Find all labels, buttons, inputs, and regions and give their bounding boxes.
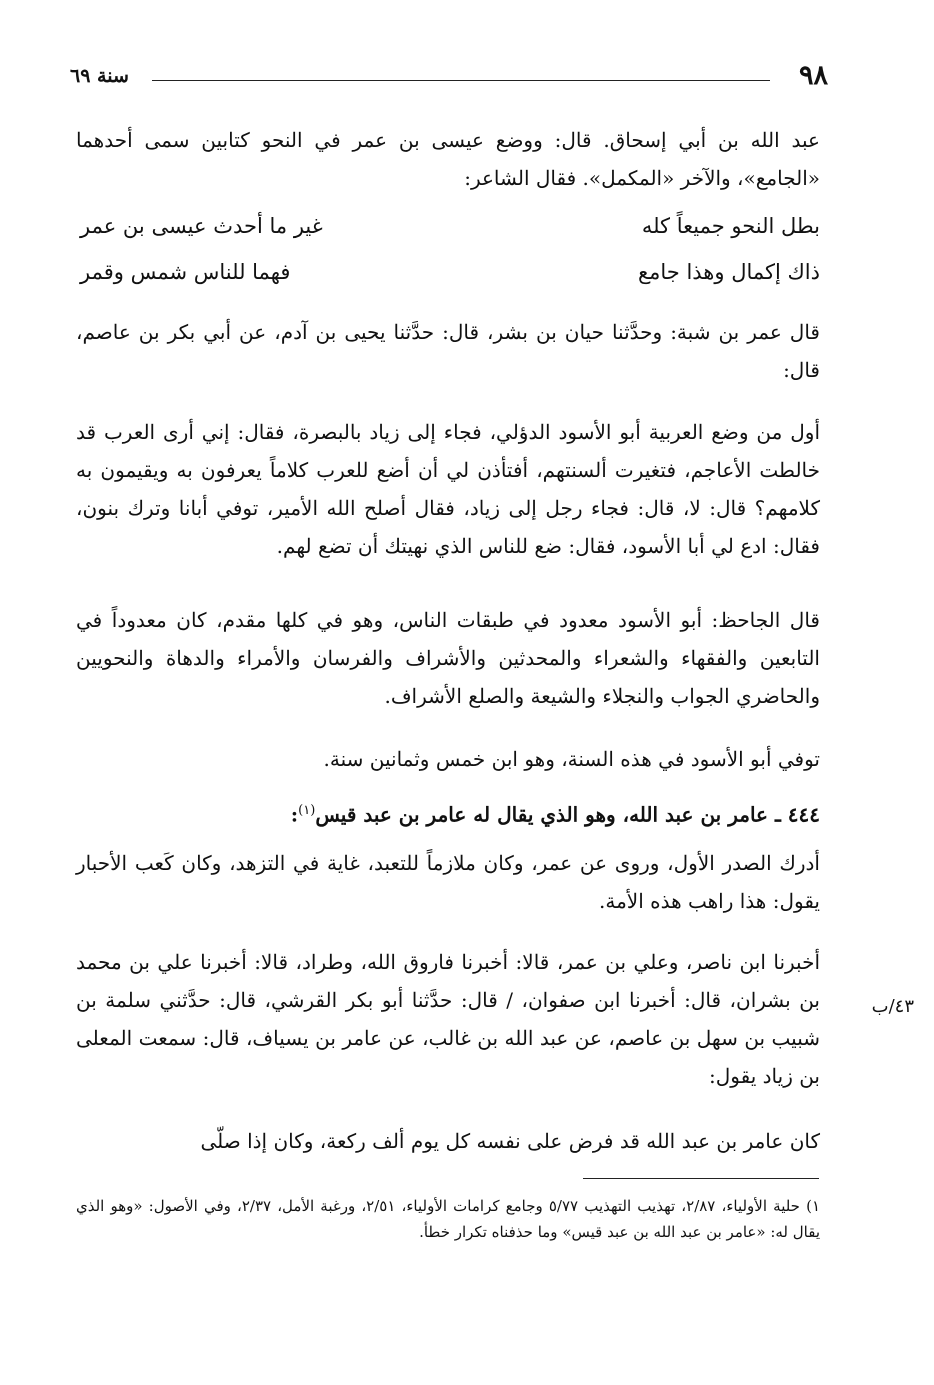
verse-2-first-hemistich: ذاك إكمال وهذا جامع — [637, 260, 820, 284]
paragraph-4 — [76, 601, 820, 715]
paragraph-2 — [76, 313, 820, 389]
paragraph-3 — [76, 413, 820, 565]
page-number: ٩٨ — [798, 60, 828, 91]
footnotes — [76, 1193, 820, 1245]
paragraph-5 — [76, 740, 820, 778]
paragraph-8 — [76, 1122, 820, 1160]
paragraph-text: توفي أبو الأسود في هذه السنة، وهو ابن خمس وثمانين سنة. — [323, 747, 820, 771]
paragraph-text: قال الجاحظ: أبو الأسود معدود في طبقات الناس، وهو في كلها مقدم، كان معدوداً في التابعين والفقهاء والشعراء والمحدثين والأشراف والفرسان والأمراء والدهاة والنحويين والحاضري الجواب والنجلاء والشيعة والصلع الأشراف. — [76, 608, 820, 708]
verse-line-1 — [80, 214, 820, 254]
verse-1-second-hemistich: غير ما أحدث عيسى بن عمر — [80, 214, 323, 238]
verse-line-2 — [80, 260, 820, 300]
paragraph-text: قال عمر بن شبة: وحدَّثنا حيان بن بشر، قال: حدَّثنا يحيى بن آدم، عن أبي بكر بن عاصم، قال: — [76, 320, 820, 382]
paragraph-text: أدرك الصدر الأول، وروى عن عمر، وكان ملازماً للتعبد، غاية في التزهد، وكان كَعب الأحبار يقول: هذا راهب هذه الأمة. — [76, 851, 820, 913]
paragraph-6 — [76, 844, 820, 920]
paragraph-7 — [76, 943, 820, 1095]
paragraph-text: أول من وضع العربية أبو الأسود الدؤلي، فجاء إلى زياد بالبصرة، فقال: إني أرى العرب قد خالطت الأعاجم، فتغيرت ألسنتهم، أفتأذن لي أن أضع للعرب كلاماً يعرفون به ويقيمون به كلامهم؟ قال: لا، قال: فجاء رجل إلى زياد، فقال أصلح الله الأمير، توفي أبانا وترك بنون، فقال: ادع لي أبا الأسود، فقال: ضع للناس الذي نهيتك أن تضع لهم. — [76, 420, 821, 558]
paragraph-text: كان عامر بن عبد الله قد فرض على نفسه كل يوم ألف ركعة، وكان إذا صلّى — [200, 1129, 820, 1153]
paragraph-text: أخبرنا ابن ناصر، وعلي بن عمر، قالا: أخبرنا فاروق الله، وطراد، قالا: أخبرنا علي بن محمد بن بشران، قال: أخبرنا ابن صفوان، / قال: حدَّثنا أبو بكر القرشي، قال: حدَّثني سلمة بن شبيب بن سهل بن عاصم، عن عبد الله بن غالب، عن عامر بن يسياف، قال: سمعت المعلى بن زياد يقول: — [76, 950, 820, 1088]
paragraph-1 — [76, 121, 820, 197]
footnote-1: ١) حلية الأولياء، ٢/٨٧، تهذيب التهذيب ٥/٧٧ وجامع كرامات الأولياء، ٢/٥١، ورغبة الأمل، ٢/٣٧، وفي الأصول: «وهو الذي يقال له: «عامر بن عبد الله بن عبد قيس» وما حذفناه تكرار خطأ. — [76, 1197, 820, 1241]
entry-heading — [76, 793, 820, 833]
verse-2-second-hemistich: فهما للناس شمس وقمر — [80, 260, 291, 284]
entry-heading-colon: : — [290, 802, 299, 827]
entry-heading-text: ٤٤٤ ـ عامر بن عبد الله، وهو الذي يقال له عامر بن عبد قيس — [315, 802, 820, 827]
page-header — [70, 58, 828, 98]
header-rule — [152, 80, 770, 81]
footnote-marker: (١) — [298, 803, 316, 818]
manuscript-folio-marker: ٤٣/ب — [871, 996, 914, 1017]
footnote-separator — [583, 1178, 819, 1179]
paragraph-text: عبد الله بن أبي إسحاق. قال: ووضع عيسى بن عمر في النحو كتابين سمى أحدهما «الجامع»، والآخر «المكمل». فقال الشاعر: — [76, 128, 820, 190]
verse-1-first-hemistich: بطل النحو جميعاً كله — [641, 214, 820, 238]
running-head: سنة ٦٩ — [70, 65, 129, 87]
